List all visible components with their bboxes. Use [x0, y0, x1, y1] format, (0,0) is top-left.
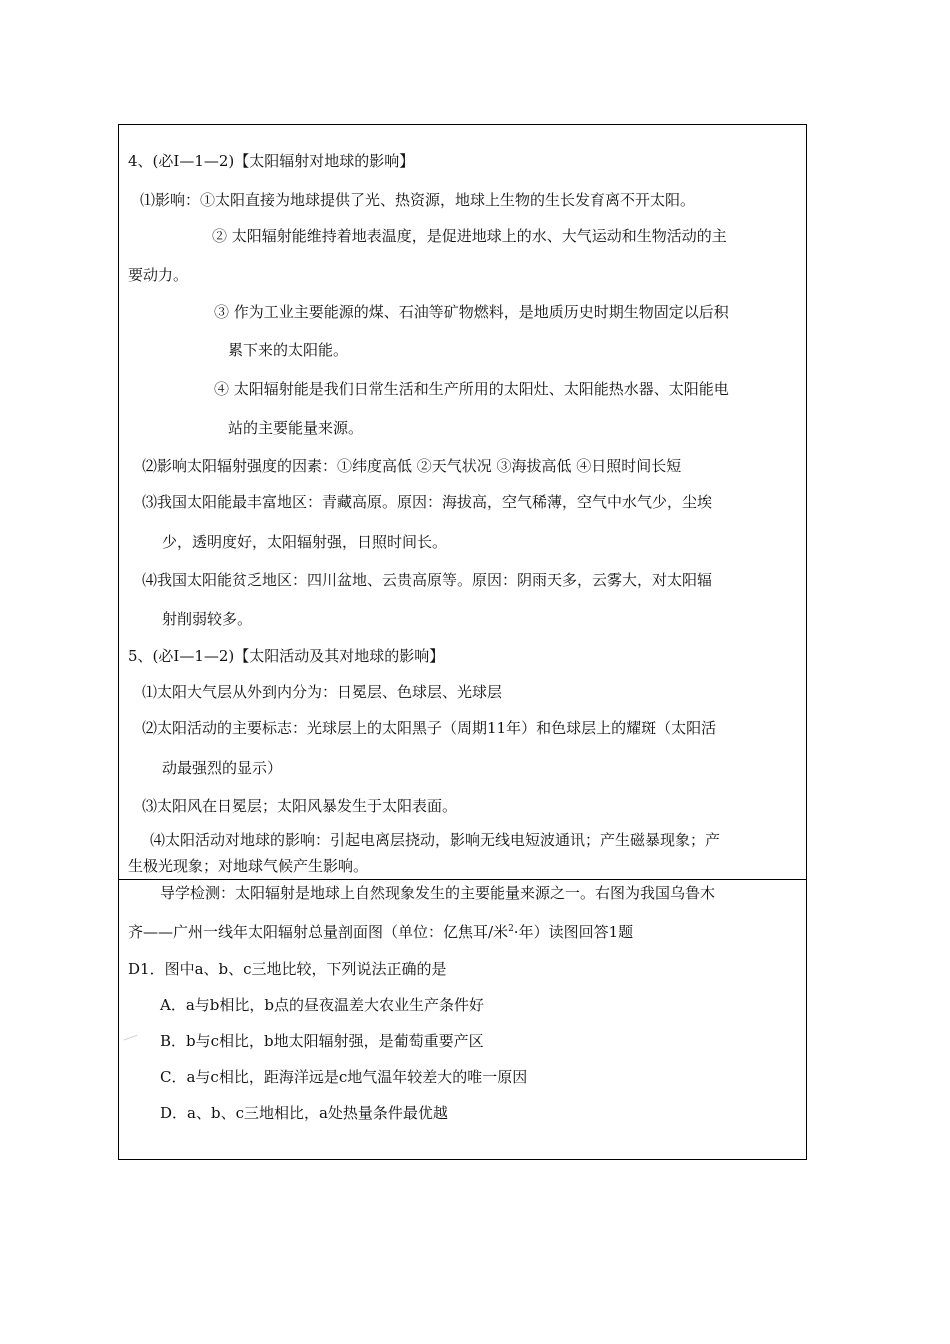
quiz-intro-line2	[128, 922, 633, 945]
s4-p1-item2-line1: ② 太阳辐射能维持着地表温度，是促进地球上的水、大气运动和生物活动的主	[212, 227, 727, 245]
s4-p4-line2: 射削弱较多。	[162, 610, 253, 628]
quiz-intro-line2-b: ·年）读图回答1题	[513, 923, 634, 941]
s5-p3: ⑶太阳风在日冕层；太阳风暴发生于太阳表面。	[142, 797, 458, 815]
s4-p1-item4-line2: 站的主要能量来源。	[228, 419, 364, 437]
s4-p1-item3-line1: ③ 作为工业主要能源的煤、石油等矿物燃料，是地质历史时期生物固定以后积	[214, 303, 729, 321]
s4-p1-item3-line2: 累下来的太阳能。	[228, 341, 349, 359]
section-divider	[118, 879, 807, 880]
quiz-option-c: C．a与c相比，距海洋远是c地气温年较差大的唯一原因	[160, 1068, 528, 1086]
s5-p1: ⑴太阳大气层从外到内分为：日冕层、色球层、光球层	[142, 683, 503, 701]
quiz-option-b: B．b与c相比，b地太阳辐射强，是葡萄重要产区	[160, 1032, 484, 1050]
quiz-intro-superscript: 2	[508, 924, 514, 934]
s4-p3-line1: ⑶我国太阳能最丰富地区：青藏高原。原因：海拔高，空气稀薄，空气中水气少，尘埃	[142, 493, 713, 511]
s4-p1-line1: ⑴影响：①太阳直接为地球提供了光、热资源，地球上生物的生长发育离不开太阳。	[140, 191, 696, 209]
section-5-heading: 5、(必Ⅰ—1—2)【太阳活动及其对地球的影响】	[128, 647, 445, 665]
s5-p2-line2: 动最强烈的显示）	[162, 759, 283, 777]
quiz-question: D1．图中a、b、c三地比较，下列说法正确的是	[128, 960, 447, 978]
s4-p3-line2: 少，透明度好，太阳辐射强，日照时间长。	[162, 533, 448, 551]
quiz-intro-line2-a: 齐——广州一线年太阳辐射总量剖面图（单位：亿焦耳/米	[128, 923, 509, 941]
quiz-intro-line1: 导学检测：太阳辐射是地球上自然现象发生的主要能量来源之一。右图为我国乌鲁木	[160, 884, 716, 902]
section-4-heading: 4、(必Ⅰ—1—2)【太阳辐射对地球的影响】	[128, 152, 415, 170]
quiz-option-a: A．a与b相比，b点的昼夜温差大农业生产条件好	[160, 996, 484, 1014]
s4-p4-line1: ⑷我国太阳能贫乏地区：四川盆地、云贵高原等。原因：阴雨天多，云雾大，对太阳辐	[142, 571, 713, 589]
s5-p4-line2: 生极光现象；对地球气候产生影响。	[128, 857, 369, 875]
s4-p2: ⑵影响太阳辐射强度的因素：①纬度高低 ②天气状况 ③海拔高低 ④日照时间长短	[142, 457, 682, 475]
s5-p4-line1: ⑷太阳活动对地球的影响：引起电离层挠动，影响无线电短波通讯；产生磁暴现象；产	[150, 831, 721, 849]
s4-p1-item2-line2: 要动力。	[128, 266, 189, 284]
s4-p1-item4-line1: ④ 太阳辐射能是我们日常生活和生产所用的太阳灶、太阳能热水器、太阳能电	[214, 380, 729, 398]
quiz-option-d: D．a、b、c三地相比，a处热量条件最优越	[160, 1104, 448, 1122]
s5-p2-line1: ⑵太阳活动的主要标志：光球层上的太阳黑子（周期11年）和色球层上的耀斑（太阳活	[142, 719, 717, 737]
